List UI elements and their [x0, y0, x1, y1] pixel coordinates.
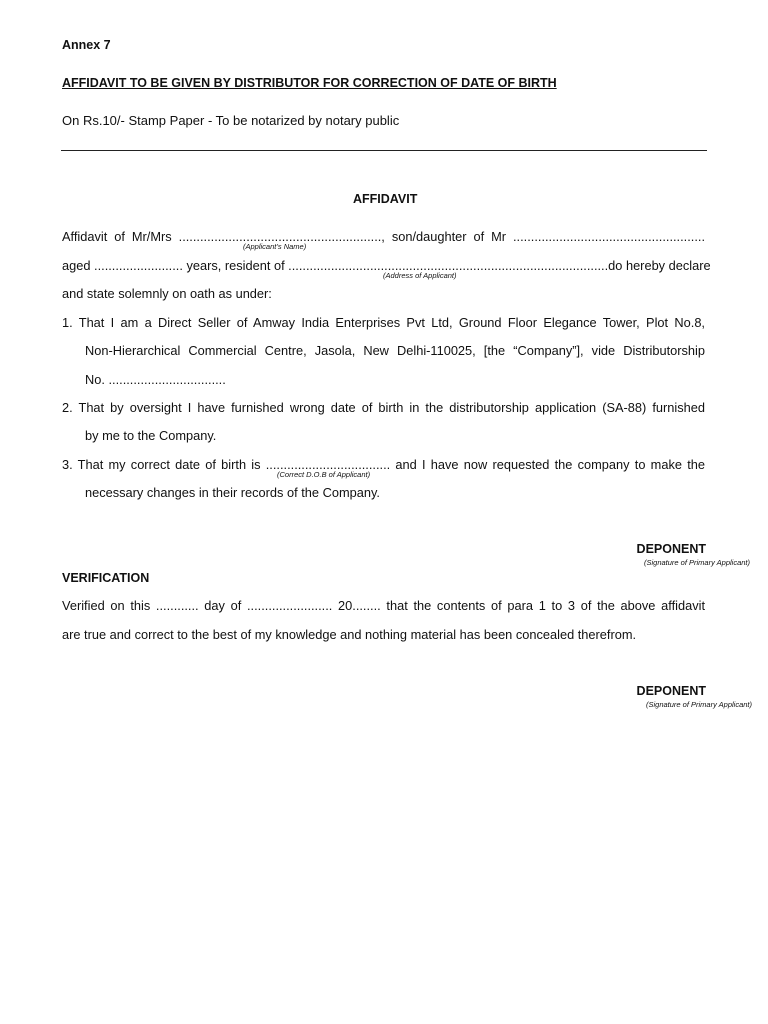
affidavit-title: AFFIDAVIT — [353, 192, 418, 206]
verification-line-1: Verified on this ............ day of ........................ 20........ that the contents of para 1 to 3 of the above affidavit — [62, 598, 705, 613]
annex-label: Annex 7 — [62, 38, 111, 52]
list-item-1-line-3: No. ................................. — [85, 372, 226, 387]
address-hint: (Address of Applicant) — [383, 271, 457, 280]
deponent-label-2: DEPONENT — [636, 684, 706, 698]
document-heading: AFFIDAVIT TO BE GIVEN BY DISTRIBUTOR FOR CORRECTION OF DATE OF BIRTH — [62, 76, 557, 90]
list-item-2-line-2: by me to the Company. — [85, 428, 217, 443]
deponent-label-1: DEPONENT — [636, 542, 706, 556]
verification-title: VERIFICATION — [62, 571, 150, 585]
horizontal-divider — [61, 150, 707, 151]
list-item-1-line-2: Non-Hierarchical Commercial Centre, Jasola, New Delhi-110025, [the “Company”], vide Distributorship — [85, 343, 705, 358]
list-item-2-line-1: 2. That by oversight I have furnished wrong date of birth in the distributorship application (SA-88) furnished — [62, 400, 705, 415]
list-item-3-line-1: 3. That my correct date of birth is ................................... and I have now requested the company to make the — [62, 457, 705, 472]
intro-line-3: and state solemnly on oath as under: — [62, 286, 272, 301]
stamp-paper-note: On Rs.10/- Stamp Paper - To be notarized by notary public — [62, 113, 400, 128]
list-item-1-line-1: 1. That I am a Direct Seller of Amway India Enterprises Pvt Ltd, Ground Floor Elegance Tower, Plot No.8, — [62, 315, 705, 330]
deponent-signature-hint-1: (Signature of Primary Applicant) — [643, 558, 750, 567]
verification-line-2: are true and correct to the best of my knowledge and nothing material has been concealed therefrom. — [62, 627, 637, 642]
intro-line-2: aged ......................... years, resident of ..........................................................................................do hereby declare — [62, 258, 711, 273]
dob-hint: (Correct D.O.B of Applicant) — [277, 470, 371, 479]
applicant-name-hint: (Applicant’s Name) — [243, 242, 307, 251]
list-item-3-line-2: necessary changes in their records of the Company. — [85, 485, 380, 500]
deponent-signature-hint-2: (Signature of Primary Applicant) — [645, 700, 752, 709]
intro-line-1: Affidavit of Mr/Mrs ........................................................., son/daughter of Mr ...................................................... — [62, 229, 705, 244]
